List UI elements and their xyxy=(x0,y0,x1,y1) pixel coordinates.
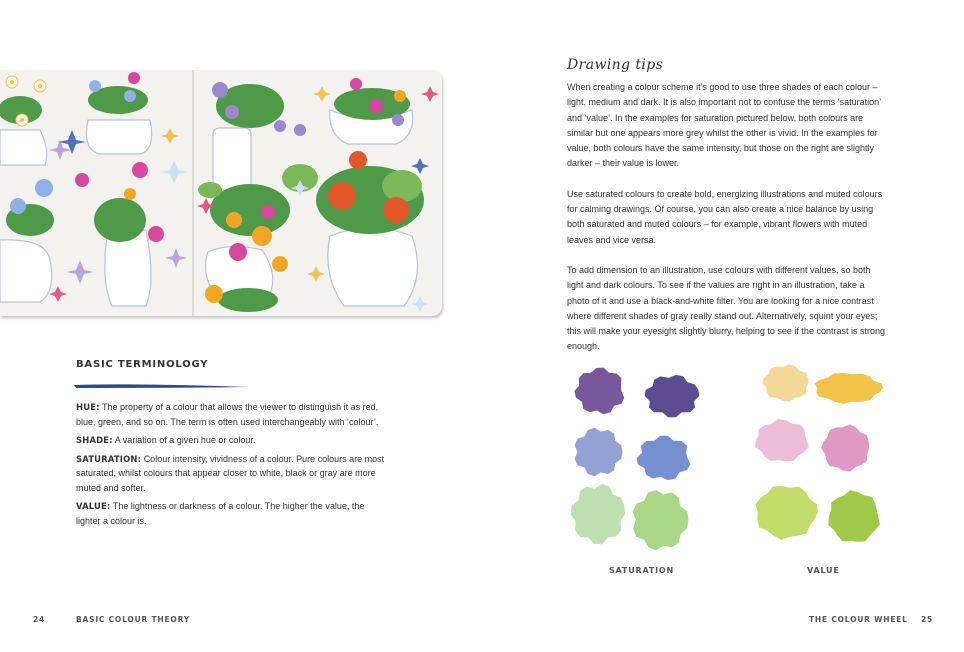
terminology-definitions xyxy=(76,400,388,532)
left-page-number: 24 xyxy=(33,615,46,624)
drawing-tips-title: Drawing tips xyxy=(567,57,664,73)
left-running-title: BASIC COLOUR THEORY xyxy=(76,615,190,624)
saturation-swatches xyxy=(571,368,700,551)
definition-text: Colour intensity, vividness of a colour. Pure colours are most saturated, whilst colours that appear closer to white, black or gray are more muted and softer. xyxy=(76,453,385,493)
saturation-swatch xyxy=(575,368,625,415)
definition-saturation xyxy=(76,452,388,496)
definition-text: A variation of a given hue or colour. xyxy=(114,435,256,445)
definition-hue xyxy=(76,400,388,429)
saturation-swatch xyxy=(633,490,689,550)
value-swatch xyxy=(755,419,809,461)
definition-value xyxy=(76,499,388,528)
flower-vases-illustration xyxy=(0,70,442,316)
saturation-swatch xyxy=(637,436,691,480)
tips-paragraph: When creating a colour scheme it’s good to use three shades of each colour – light, medium and dark. It is also important not to confuse the terms ‘saturation’ and ‘value’. In the examples for saturation pictured below, both colours are similar but one appears more grey whilst the other is vivid. In the examples for value, both colours have the same intensity, but those on the right are slightly darker – their value is lower. xyxy=(567,82,881,169)
value-swatch xyxy=(755,486,818,540)
value-swatches xyxy=(755,364,883,541)
definition-term: SATURATION: xyxy=(76,453,142,464)
definition-shade xyxy=(76,433,388,448)
terminology-heading: BASIC TERMINOLOGY xyxy=(76,359,209,370)
definition-term: SHADE: xyxy=(76,435,113,445)
value-swatch xyxy=(821,424,869,471)
tips-paragraph: To add dimension to an illustration, use colours with different values, so both light and dark colours. To see if the values are right in an illustration, take a photo of it and use a black-and-white filter. You are looking for a nice contrast where different shades of gray really stand out. Alternatively, squint your eyes; this will make your eyesight slightly blurry, helping to see if the contrast is strong enough. xyxy=(567,264,885,352)
colour-swatches xyxy=(560,360,900,556)
definition-text: The property of a colour that allows the viewer to distinguish it as red, blue, green, and so on. The term is often used interchangeably with ‘colour’. xyxy=(76,402,379,427)
value-swatch xyxy=(815,373,883,404)
tips-paragraph: Use saturated colours to create bold, energizing illustrations and muted colours for calming drawings. Of course, you can also create a nice balance by using both saturated and muted colours – for example, vibrant flowers with muted leaves and vice versa. xyxy=(567,188,883,245)
saturation-label: SATURATION xyxy=(609,566,674,575)
saturation-swatch xyxy=(571,484,626,544)
value-swatch xyxy=(828,490,880,541)
definition-term: HUE: xyxy=(76,402,100,412)
brush-stroke-divider xyxy=(72,382,252,390)
right-page-number: 25 xyxy=(921,615,934,624)
definition-text: The lightness or darkness of a colour. The higher the value, the lighter a colour is. xyxy=(76,501,365,526)
saturation-swatch xyxy=(575,428,623,476)
value-label: VALUE xyxy=(807,566,840,575)
drawing-tips-body xyxy=(567,80,887,370)
right-running-title: THE COLOUR WHEEL xyxy=(809,615,908,624)
saturation-swatch xyxy=(645,375,699,417)
definition-term: VALUE: xyxy=(76,501,111,511)
value-swatch xyxy=(762,364,808,401)
illustration-artwork xyxy=(0,70,442,316)
